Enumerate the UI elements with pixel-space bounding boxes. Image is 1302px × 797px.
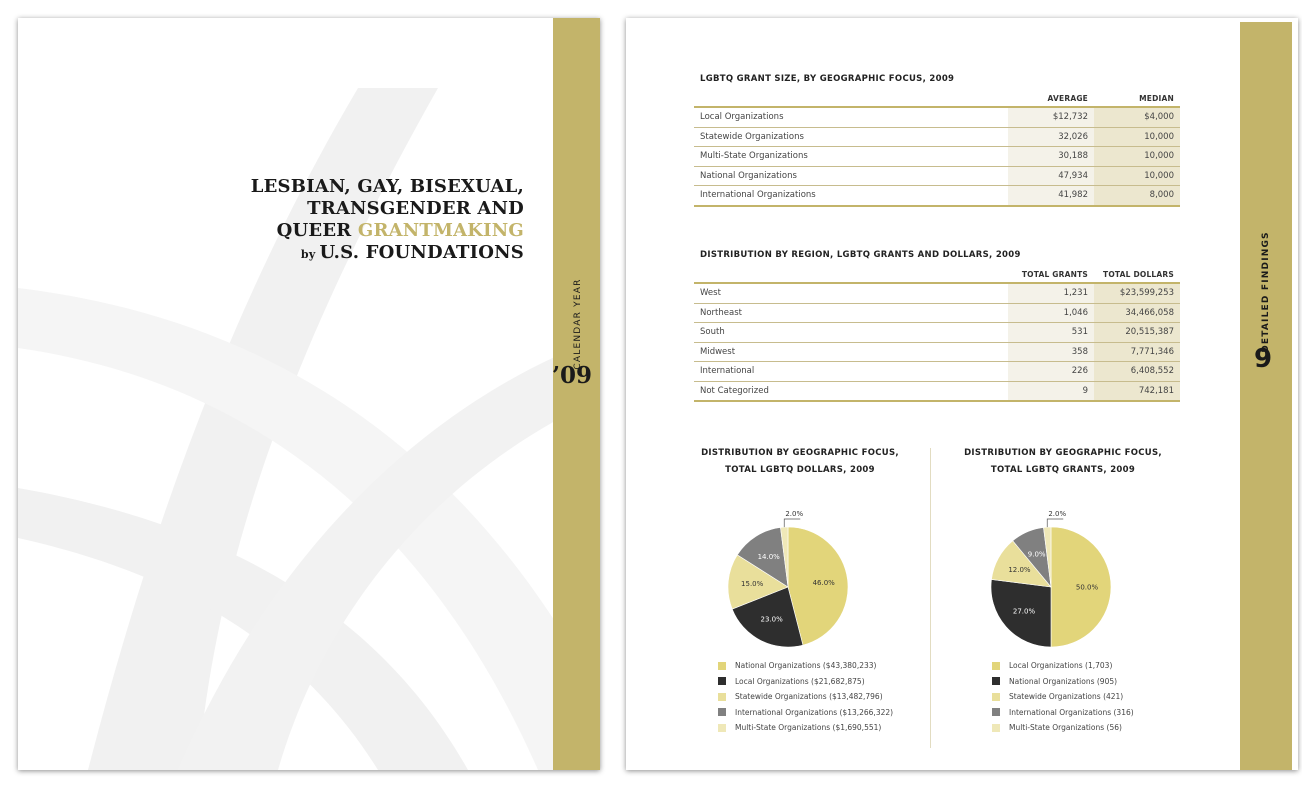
legend-swatch	[992, 677, 1000, 685]
dollars-legend	[718, 658, 893, 736]
cell-average: 41,982	[1008, 186, 1094, 206]
row-label: Not Categorized	[694, 381, 1008, 401]
row-label: International	[694, 362, 1008, 382]
page-number: 9	[1254, 344, 1273, 374]
legend-item	[718, 658, 893, 674]
pie-slice-label: 46.0%	[812, 578, 835, 587]
cover-title-line3	[251, 220, 524, 242]
dollars-pie-title-line1: DISTRIBUTION BY GEOGRAPHIC FOCUS,	[701, 448, 899, 458]
side-tab-label: DETAILED FINDINGS	[1261, 231, 1271, 353]
cover-title-line1: LESBIAN, GAY, BISEXUAL,	[250, 176, 524, 197]
table-row	[694, 107, 1180, 127]
legend-swatch	[718, 662, 726, 670]
column-header: TOTAL DOLLARS	[1103, 269, 1174, 279]
grants-legend	[992, 658, 1134, 736]
detailed-findings-page	[626, 18, 1298, 770]
row-label: Statewide Organizations	[694, 127, 1008, 147]
row-label: Local Organizations	[694, 107, 1008, 127]
pie-callout-line	[1047, 519, 1063, 527]
cell-total-dollars: $23,599,253	[1094, 283, 1180, 303]
row-label: Northeast	[694, 303, 1008, 323]
legend-swatch	[718, 724, 726, 732]
legend-swatch	[718, 708, 726, 716]
grant-size-title: LGBTQ GRANT SIZE, BY GEOGRAPHIC FOCUS, 2009	[700, 74, 955, 84]
swoosh-graphic	[18, 18, 600, 770]
dollars-pie-title-line2: TOTAL LGBTQ DOLLARS, 2009	[725, 465, 875, 475]
legend-label: Statewide Organizations (421)	[1009, 692, 1124, 702]
table-row	[694, 303, 1180, 323]
legend-label: Multi-State Organizations (56)	[1009, 723, 1122, 733]
legend-label: International Organizations (316)	[1009, 707, 1134, 717]
row-label: Midwest	[694, 342, 1008, 362]
cover-title-queer: QUEER	[276, 220, 358, 241]
cover-title-foundations: U.S. FOUNDATIONS	[319, 242, 524, 263]
legend-item	[718, 689, 893, 705]
legend-label: National Organizations ($43,380,233)	[735, 661, 877, 671]
pie-slice-label: 2.0%	[1048, 510, 1067, 518]
grant-size-table	[694, 90, 1180, 207]
cover-year: ’09	[552, 362, 593, 389]
cell-total-dollars: 34,466,058	[1094, 303, 1180, 323]
legend-item	[992, 720, 1134, 736]
pie-slice-label: 27.0%	[1012, 607, 1036, 616]
legend-swatch	[992, 693, 1000, 701]
cell-total-grants: 1,046	[1008, 303, 1094, 323]
cell-median: 10,000	[1094, 127, 1180, 147]
cell-average: 30,188	[1008, 147, 1094, 167]
legend-item	[718, 705, 893, 721]
legend-label: Local Organizations ($21,682,875)	[735, 676, 865, 686]
pie-slice-label: 23.0%	[760, 615, 783, 624]
cover-title-by: by	[300, 248, 320, 261]
table-row	[694, 186, 1180, 206]
cell-median: 10,000	[1094, 147, 1180, 167]
cell-total-grants: 1,231	[1008, 283, 1094, 303]
region-title: DISTRIBUTION BY REGION, LGBTQ GRANTS AND DOLLARS, 2009	[700, 250, 1021, 260]
cover-title	[251, 176, 524, 266]
grants-pie-chart	[981, 504, 1141, 649]
column-header: TOTAL GRANTS	[1021, 269, 1088, 279]
row-label: Multi-State Organizations	[694, 147, 1008, 167]
cell-total-dollars: 20,515,387	[1094, 323, 1180, 343]
grants-pie-title-line2: TOTAL LGBTQ GRANTS, 2009	[990, 465, 1136, 475]
cell-total-grants: 9	[1008, 381, 1094, 401]
cell-total-dollars: 7,771,346	[1094, 342, 1180, 362]
cell-average: 47,934	[1008, 166, 1094, 186]
side-tab-band	[1240, 22, 1292, 770]
report-cover	[18, 18, 600, 770]
legend-item	[992, 658, 1134, 674]
cover-title-line2: TRANSGENDER AND	[307, 198, 524, 219]
cover-spine-band	[553, 18, 600, 770]
region-table	[694, 266, 1180, 402]
legend-item	[718, 720, 893, 736]
pie-slice-label: 15.0%	[741, 580, 764, 589]
pie-slice-label: 14.0%	[757, 553, 780, 562]
pie-slice-label: 2.0%	[785, 510, 804, 518]
cell-median: 10,000	[1094, 166, 1180, 186]
table-row	[694, 127, 1180, 147]
table-row	[694, 147, 1180, 167]
cell-total-grants: 226	[1008, 362, 1094, 382]
grants-pie-title	[948, 445, 1178, 479]
table-row	[694, 362, 1180, 382]
cell-median: $4,000	[1094, 107, 1180, 127]
column-header: MEDIAN	[1139, 93, 1174, 103]
cell-total-dollars: 742,181	[1094, 381, 1180, 401]
legend-swatch	[992, 662, 1000, 670]
cover-title-line4	[251, 242, 524, 266]
row-label: South	[694, 323, 1008, 343]
legend-item	[718, 674, 893, 690]
pie-slice-label: 12.0%	[1008, 566, 1031, 575]
legend-swatch	[718, 693, 726, 701]
legend-swatch	[992, 724, 1000, 732]
legend-label: International Organizations ($13,266,322)	[735, 707, 894, 717]
pie-slice-label: 9.0%	[1027, 550, 1046, 559]
cell-total-dollars: 6,408,552	[1094, 362, 1180, 382]
table-row	[694, 323, 1180, 343]
legend-label: National Organizations (905)	[1009, 676, 1118, 686]
dollars-pie-title	[685, 445, 915, 479]
table-row	[694, 381, 1180, 401]
table-row	[694, 342, 1180, 362]
table-row	[694, 166, 1180, 186]
legend-label: Local Organizations (1,703)	[1009, 661, 1113, 671]
legend-label: Statewide Organizations ($13,482,796)	[735, 692, 883, 702]
column-header: AVERAGE	[1047, 93, 1088, 103]
grants-pie-title-line1: DISTRIBUTION BY GEOGRAPHIC FOCUS,	[964, 448, 1162, 458]
legend-item	[992, 705, 1134, 721]
pie-slice-label: 50.0%	[1075, 583, 1099, 592]
legend-item	[992, 674, 1134, 690]
cell-total-grants: 358	[1008, 342, 1094, 362]
legend-swatch	[992, 708, 1000, 716]
dollars-pie-chart	[718, 504, 878, 649]
column-divider	[930, 448, 931, 748]
spine-label: CALENDAR YEAR	[573, 278, 583, 370]
pie-callout-line	[784, 519, 800, 527]
legend-swatch	[718, 677, 726, 685]
row-label: International Organizations	[694, 186, 1008, 206]
table-row	[694, 283, 1180, 303]
legend-item	[992, 689, 1134, 705]
row-label: National Organizations	[694, 166, 1008, 186]
cell-average: 32,026	[1008, 127, 1094, 147]
cell-average: $12,732	[1008, 107, 1094, 127]
cell-total-grants: 531	[1008, 323, 1094, 343]
cell-median: 8,000	[1094, 186, 1180, 206]
row-label: West	[694, 283, 1008, 303]
legend-label: Multi-State Organizations ($1,690,551)	[735, 723, 882, 733]
cover-title-grantmaking: GRANTMAKING	[357, 220, 524, 241]
